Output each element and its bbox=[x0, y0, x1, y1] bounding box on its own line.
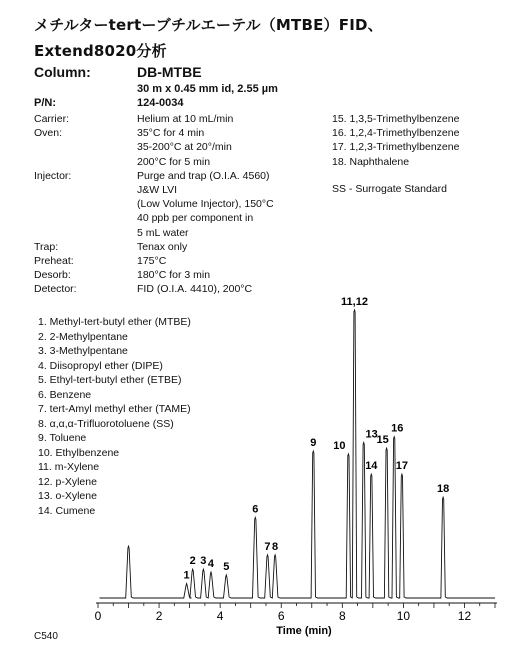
x-tick-label: 2 bbox=[155, 609, 163, 623]
compound-item: 18. Naphthalene bbox=[332, 155, 410, 168]
surrogate-note: SS - Surrogate Standard bbox=[332, 183, 447, 195]
compound-item: 3. 3-Methylpentane bbox=[38, 345, 128, 357]
peak-label: 18 bbox=[436, 483, 450, 496]
condition-label: Detector: bbox=[34, 283, 77, 296]
condition-value: 200°C for 5 min bbox=[137, 155, 211, 168]
condition-value: 40 ppb per component in bbox=[137, 212, 254, 225]
condition-value: 180°C for 3 min bbox=[137, 269, 211, 282]
compound-item: 7. tert-Amyl methyl ether (TAME) bbox=[38, 403, 191, 415]
condition-value: 35-200°C at 20°/min bbox=[137, 141, 232, 154]
compound-item: 4. Diisopropyl ether (DIPE) bbox=[38, 359, 163, 372]
compound-item: 8. α,α,α-Trifluorotoluene (SS) bbox=[38, 417, 174, 430]
peak-label: 10 bbox=[333, 440, 346, 452]
pn-value: 124-0034 bbox=[137, 97, 184, 109]
peak-label: 3 bbox=[200, 555, 207, 568]
condition-label: Injector: bbox=[34, 169, 72, 182]
condition-value: (Low Volume Injector), 150°C bbox=[137, 198, 274, 211]
peak-label: 5 bbox=[223, 560, 230, 573]
compound-item: 15. 1,3,5-Trimethylbenzene bbox=[332, 113, 460, 125]
compound-item: 12. p-Xylene bbox=[38, 475, 97, 488]
condition-value: 5 mL water bbox=[137, 226, 189, 239]
peak-label: 13 bbox=[365, 428, 378, 441]
condition-label: Desorb: bbox=[34, 269, 71, 282]
condition-value: FID (O.I.A. 4410), 200°C bbox=[137, 283, 253, 296]
peak-label: 11,12 bbox=[341, 296, 368, 308]
peak-label: 14 bbox=[365, 460, 378, 473]
peak-label: 17 bbox=[395, 460, 408, 473]
peak-label: 2 bbox=[189, 555, 196, 568]
x-tick-label: 4 bbox=[216, 609, 224, 623]
x-tick-label: 8 bbox=[338, 609, 346, 623]
condition-value: 175°C bbox=[137, 255, 167, 267]
condition-value: Helium at 10 mL/min bbox=[137, 113, 234, 125]
compound-item: 13. o-Xylene bbox=[38, 490, 97, 502]
x-tick-label: 12 bbox=[457, 609, 472, 623]
page-subtitle: Extend8020分析 bbox=[34, 42, 167, 60]
compound-item: 11. m-Xylene bbox=[38, 461, 100, 473]
compound-item: 9. Toluene bbox=[38, 432, 87, 444]
peak-label: 4 bbox=[207, 558, 215, 571]
compound-item: 10. Ethylbenzene bbox=[38, 446, 120, 459]
peak-label: 6 bbox=[252, 503, 259, 516]
x-tick-label: 10 bbox=[396, 609, 411, 623]
chromatogram-trace bbox=[100, 310, 496, 598]
peak-label: 1 bbox=[183, 569, 190, 582]
x-tick-label: 0 bbox=[94, 609, 102, 623]
peak-label: 16 bbox=[391, 422, 404, 435]
condition-value: 35°C for 4 min bbox=[137, 127, 205, 140]
footer-code: C540 bbox=[34, 631, 58, 642]
peak-label: 15 bbox=[376, 434, 389, 447]
x-tick-label: 6 bbox=[277, 609, 285, 623]
peak-label: 7 bbox=[264, 540, 271, 553]
condition-label: Preheat: bbox=[34, 255, 74, 267]
compound-item: 5. Ethyl-tert-butyl ether (ETBE) bbox=[38, 374, 182, 386]
condition-label: Carrier: bbox=[34, 113, 70, 125]
peak-label: 9 bbox=[310, 437, 317, 450]
condition-value: J&W LVI bbox=[137, 184, 178, 196]
condition-label: Oven: bbox=[34, 127, 63, 140]
page-title: メチルターtertーブチルエーテル（MTBE）FID、 bbox=[34, 16, 383, 34]
compound-item: 14. Cumene bbox=[38, 504, 96, 517]
compound-item: 16. 1,2,4-Trimethylbenzene bbox=[332, 127, 460, 140]
compound-item: 17. 1,2,3-Trimethylbenzene bbox=[332, 141, 460, 154]
condition-value: Purge and trap (O.I.A. 4560) bbox=[137, 169, 270, 182]
column-value: DB-MTBE bbox=[137, 64, 202, 80]
condition-value: Tenax only bbox=[137, 240, 188, 253]
column-dimensions: 30 m x 0.45 mm id, 2.55 µm bbox=[137, 83, 278, 95]
column-label: Column: bbox=[34, 64, 91, 80]
compound-item: 2. 2-Methylpentane bbox=[38, 330, 128, 343]
x-axis-label: Time (min) bbox=[276, 625, 332, 637]
compound-item: 1. Methyl-tert-butyl ether (MTBE) bbox=[38, 316, 191, 328]
condition-label: Trap: bbox=[34, 240, 59, 253]
compound-item: 6. Benzene bbox=[38, 388, 92, 401]
pn-label: P/N: bbox=[34, 97, 56, 109]
peak-label: 8 bbox=[272, 540, 279, 553]
